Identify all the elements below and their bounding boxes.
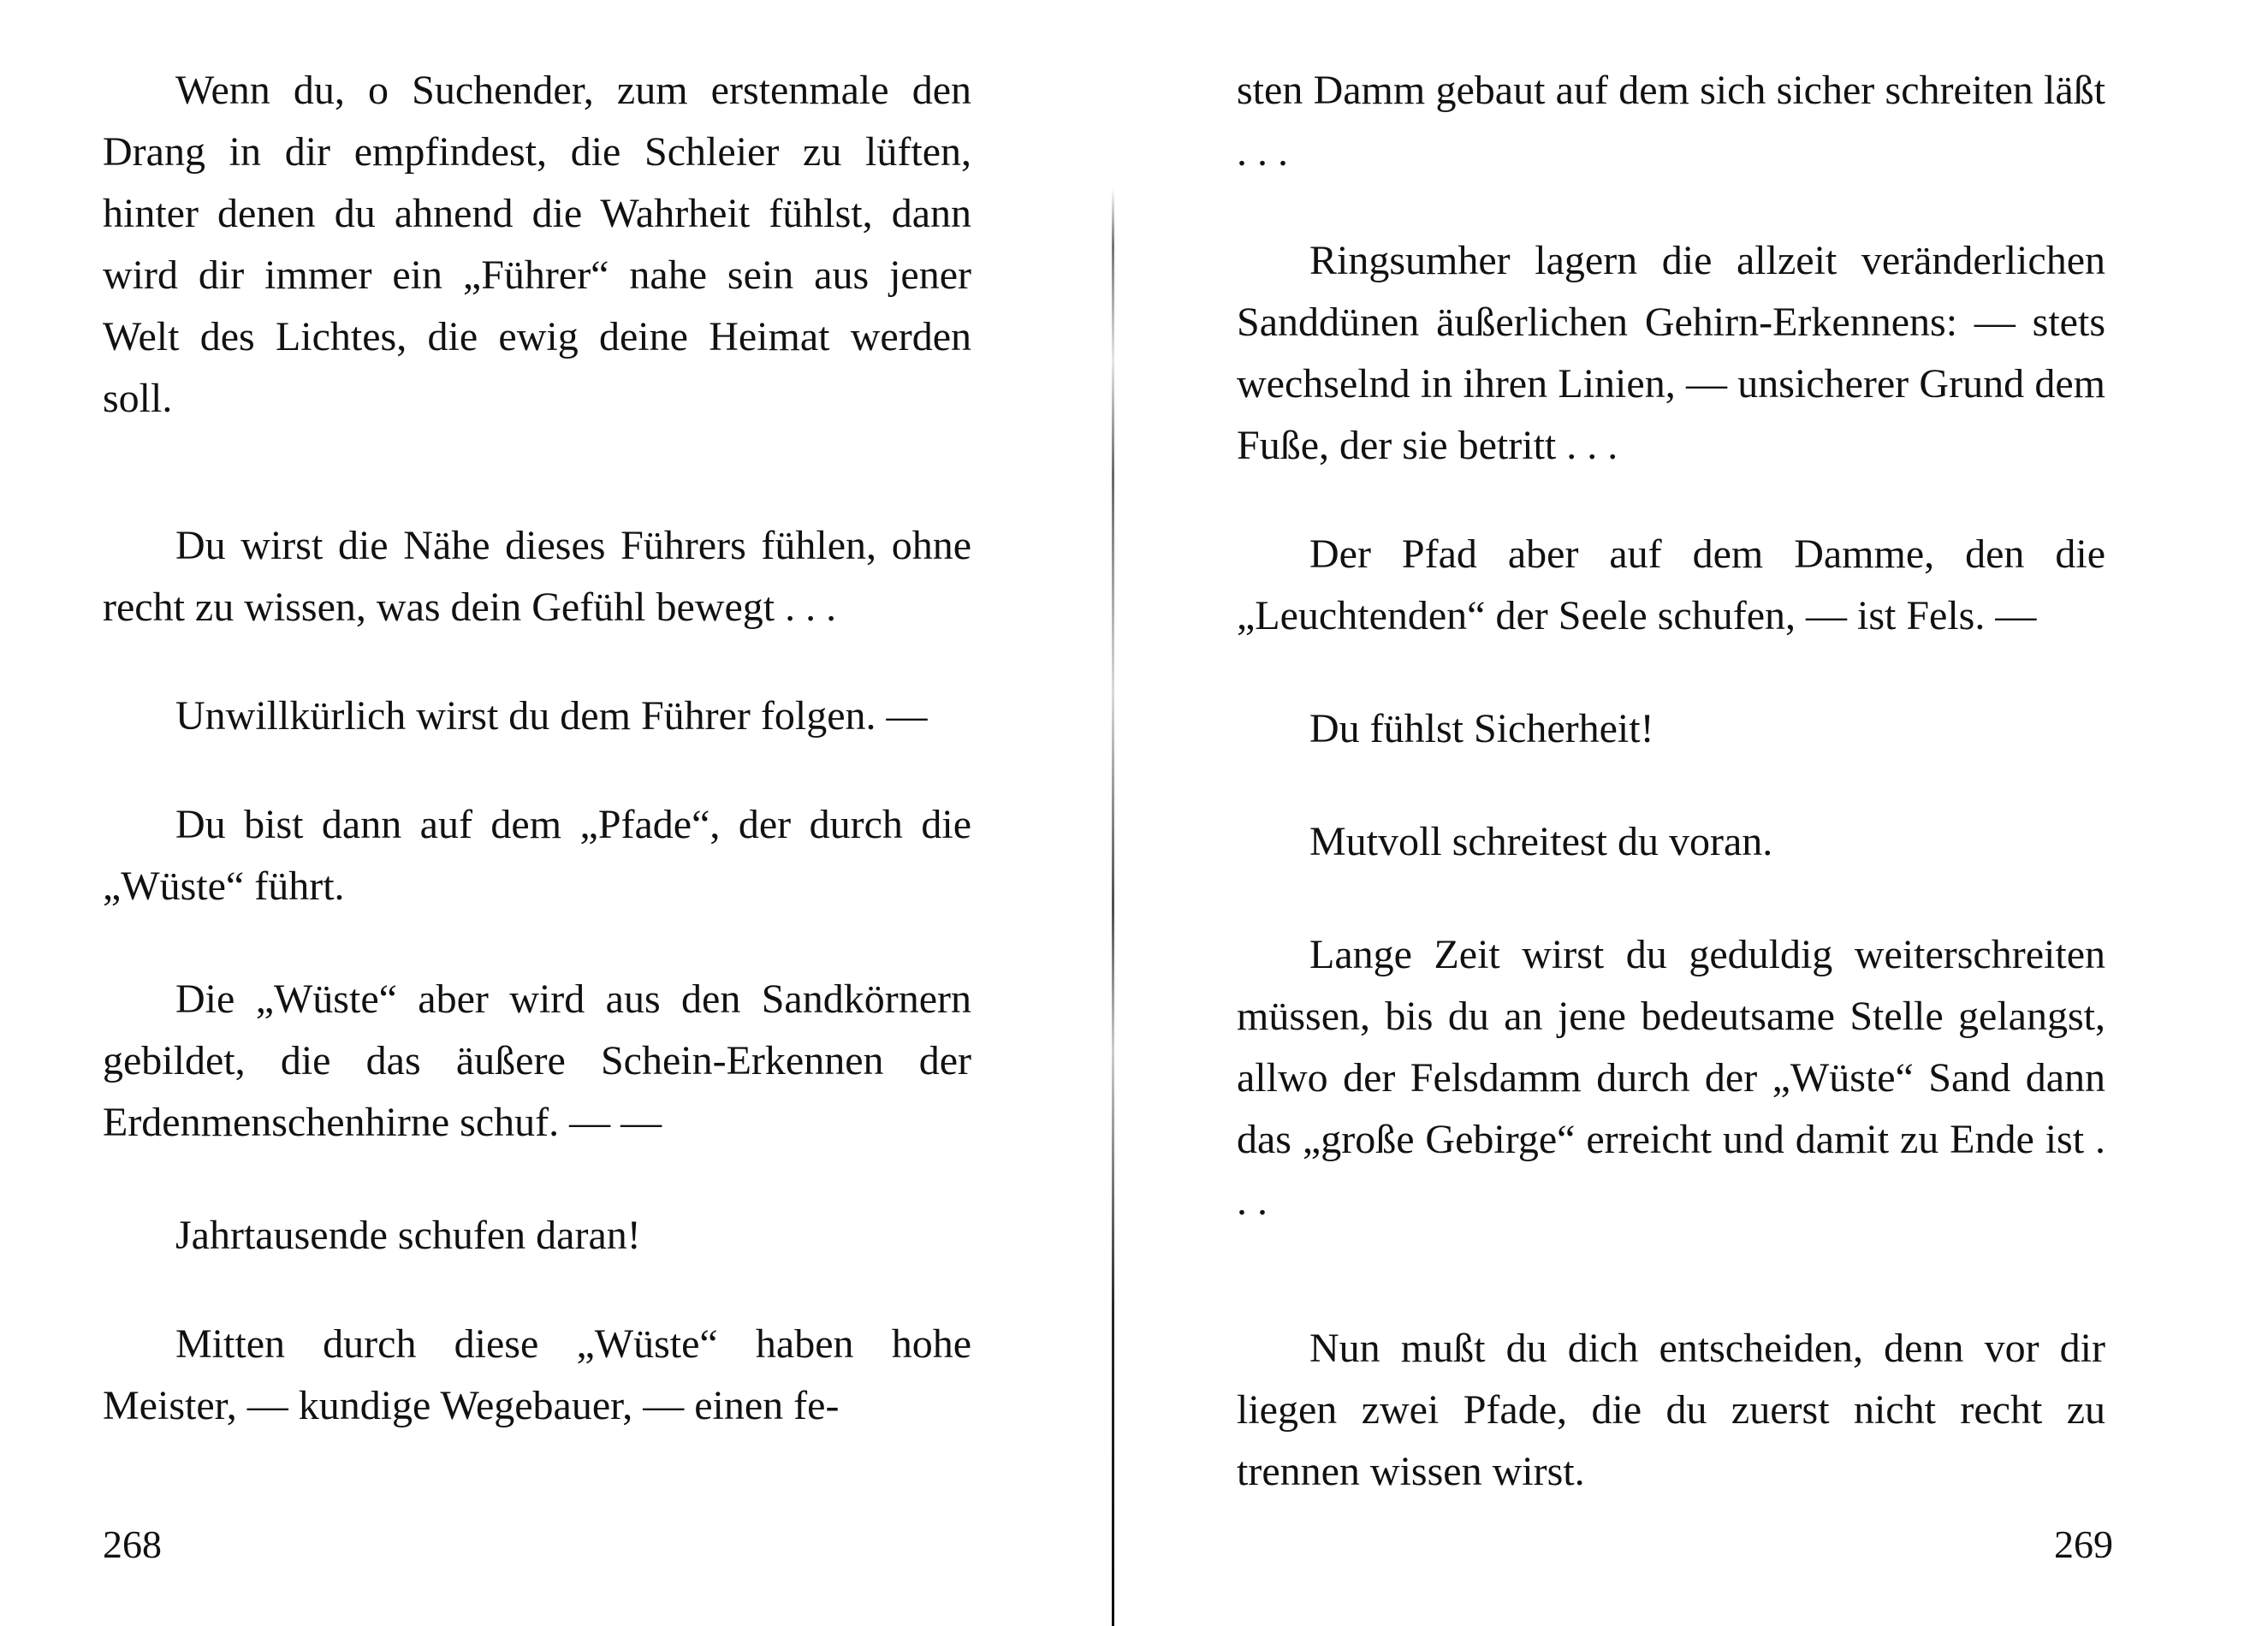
paragraph: sten Damm gebaut auf dem sich sicher schreiten läßt . . . (1237, 68, 2105, 175)
page-number: 269 (2054, 1522, 2113, 1566)
paragraph: Mitten durch diese „Wüste“ haben hohe Meister, — kundige Wegebauer, — einen fe- (103, 1321, 971, 1428)
paragraph: Mutvoll schreitest du voran. (1309, 819, 1773, 864)
paragraph: Wenn du, o Suchender, zum erstenmale den Drang in dir empfindest, die Schleier zu lüften, hinter denen du ahnend die Wahrheit fühlst, dann wird dir immer ein „Führer“ nahe sein aus jener Welt des Lichtes, die ewig deine Heimat werden soll. (103, 68, 971, 421)
paragraph: Jahrtausende schufen daran! (175, 1213, 641, 1258)
left-page-text (103, 60, 971, 1437)
right-page-text (1237, 60, 2105, 1503)
paragraph: Du fühlst Sicherheit! (1309, 706, 1654, 751)
paragraph: Lange Zeit wirst du geduldig weiterschreiten müssen, bis du an jene bedeutsame Stelle gelangst, allwo der Felsdamm durch der „Wüste“ Sand dann das „große Gebirge“ erreicht und damit zu Ende ist . . . (1237, 932, 2105, 1224)
paragraph: Ringsumher lagern die allzeit veränderlichen Sanddünen äußerlichen Gehirn-Erkennens: — stets wechselnd in ihren Linien, — unsicherer Grund dem Fuße, der sie betritt . . . (1237, 238, 2105, 468)
paragraph: Du wirst die Nähe dieses Führers fühlen, ohne recht zu wissen, was dein Gefühl bewegt . . . (103, 523, 971, 630)
paragraph: Nun mußt du dich entscheiden, denn vor dir liegen zwei Pfade, die du zuerst nicht recht zu trennen wissen wirst. (1237, 1326, 2105, 1494)
page-number: 268 (103, 1522, 162, 1566)
left-page (0, 0, 1113, 1626)
paragraph: Unwillkürlich wirst du dem Führer folgen. — (175, 693, 928, 739)
paragraph: Du bist dann auf dem „Pfade“, der durch die „Wüste“ führt. (103, 802, 971, 909)
right-page (1113, 0, 2268, 1626)
paragraph: Der Pfad aber auf dem Damme, den die „Leuchtenden“ der Seele schufen, — ist Fels. — (1237, 531, 2105, 638)
paragraph: Die „Wüste“ aber wird aus den Sandkörnern gebildet, die das äußere Schein-Erkennen der Erdenmenschenhirne schuf. — — (103, 976, 971, 1145)
